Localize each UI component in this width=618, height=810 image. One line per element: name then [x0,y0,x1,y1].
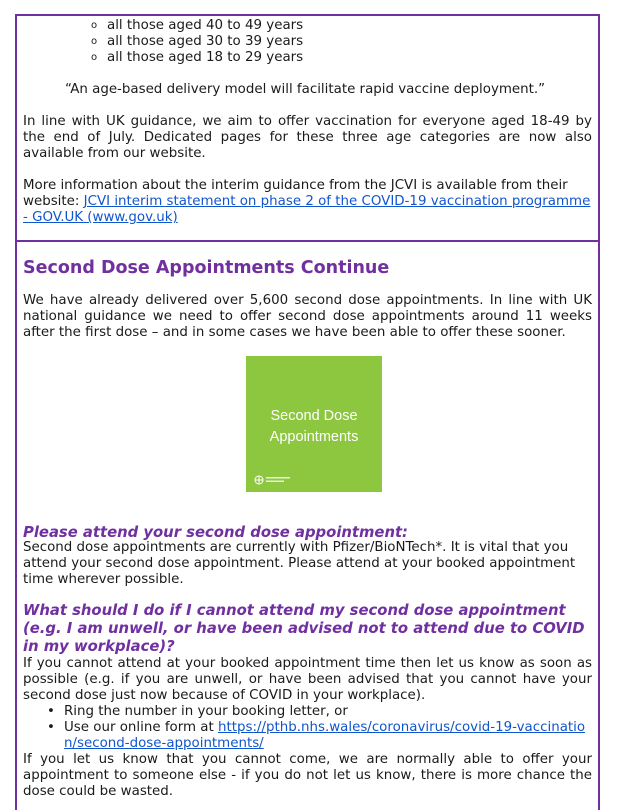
hollow-bullet-icon: o [91,20,98,31]
quote: “An age-based delivery model will facilitate rapid vaccine deployment.” [65,82,546,97]
attend-answer: Second dose appointments are currently with Pfizer/BioNTech*. It is vital that you attend your second dose appointment. Please attend at your booked appointment time wherever possible. [23,540,576,587]
attend-question: Please attend your second dose appointment: [23,524,408,541]
nhs-wales-logo-icon [254,474,294,486]
hollow-bullet-icon: o [91,36,98,47]
list-item: o all those aged 30 to 39 years [91,34,304,49]
bullet-icon: • [47,720,55,735]
contact-options-list [47,704,592,752]
list-item: • Use our online form at https://pthb.nhs.wales/coronavirus/covid-19-vaccination/second-dose-appointments/ [47,720,586,751]
cannot-attend-question: What should I do if I cannot attend my second dose appointment (e.g. I am unwell, or have been advised not to attend due to COVID in my workplace)? [23,602,585,655]
online-form-link[interactable]: https://pthb.nhs.wales/coronavirus/covid-19-vaccination/second-dose-appointments/ [64,720,586,751]
jcvi-section [15,14,600,242]
list-item: • Ring the number in your booking letter, or [47,704,348,719]
closing-paragraph: If you let us know that you cannot come, we are normally able to offer your appointment to someone else - if you do not let us know, there is more chance the dose could be wasted. [23,752,592,799]
hollow-bullet-icon: o [91,52,98,63]
section-heading: Second Dose Appointments Continue [23,258,390,278]
second-dose-appointments-image: Second Dose Appointments [246,356,382,492]
intro-paragraph: We have already delivered over 5,600 second dose appointments. In line with UK national guidance we need to offer second dose appointments around 11 weeks after the first dose – and in some cases we have been able to offer these sooner. [23,293,592,340]
cannot-attend-answer: If you cannot attend at your booked appointment time then let us know as soon as possible (e.g. if you are unwell, or have been advised that you cannot have your second dose just now because of COVID in your workplace). [23,656,592,703]
list-item: o all those aged 40 to 49 years [91,18,304,33]
second-dose-section [15,240,600,810]
list-item: o all those aged 18 to 29 years [91,50,304,65]
jcvi-statement-link[interactable]: JCVI interim statement on phase 2 of the COVID-19 vaccination programme - GOV.UK (www.gov.uk) [23,194,591,225]
age-group-list [91,18,303,66]
uk-guidance-paragraph: In line with UK guidance, we aim to offer vaccination for everyone aged 18-49 by the end of July. Dedicated pages for these three age categories are now also available from our website. [23,114,592,161]
bullet-icon: • [47,704,55,719]
jcvi-info-paragraph: More information about the interim guidance from the JCVI is available from their website: JCVI interim statement on phase 2 of the COVID-19 vaccination programme - GOV.UK (www.gov.uk) [23,178,591,225]
